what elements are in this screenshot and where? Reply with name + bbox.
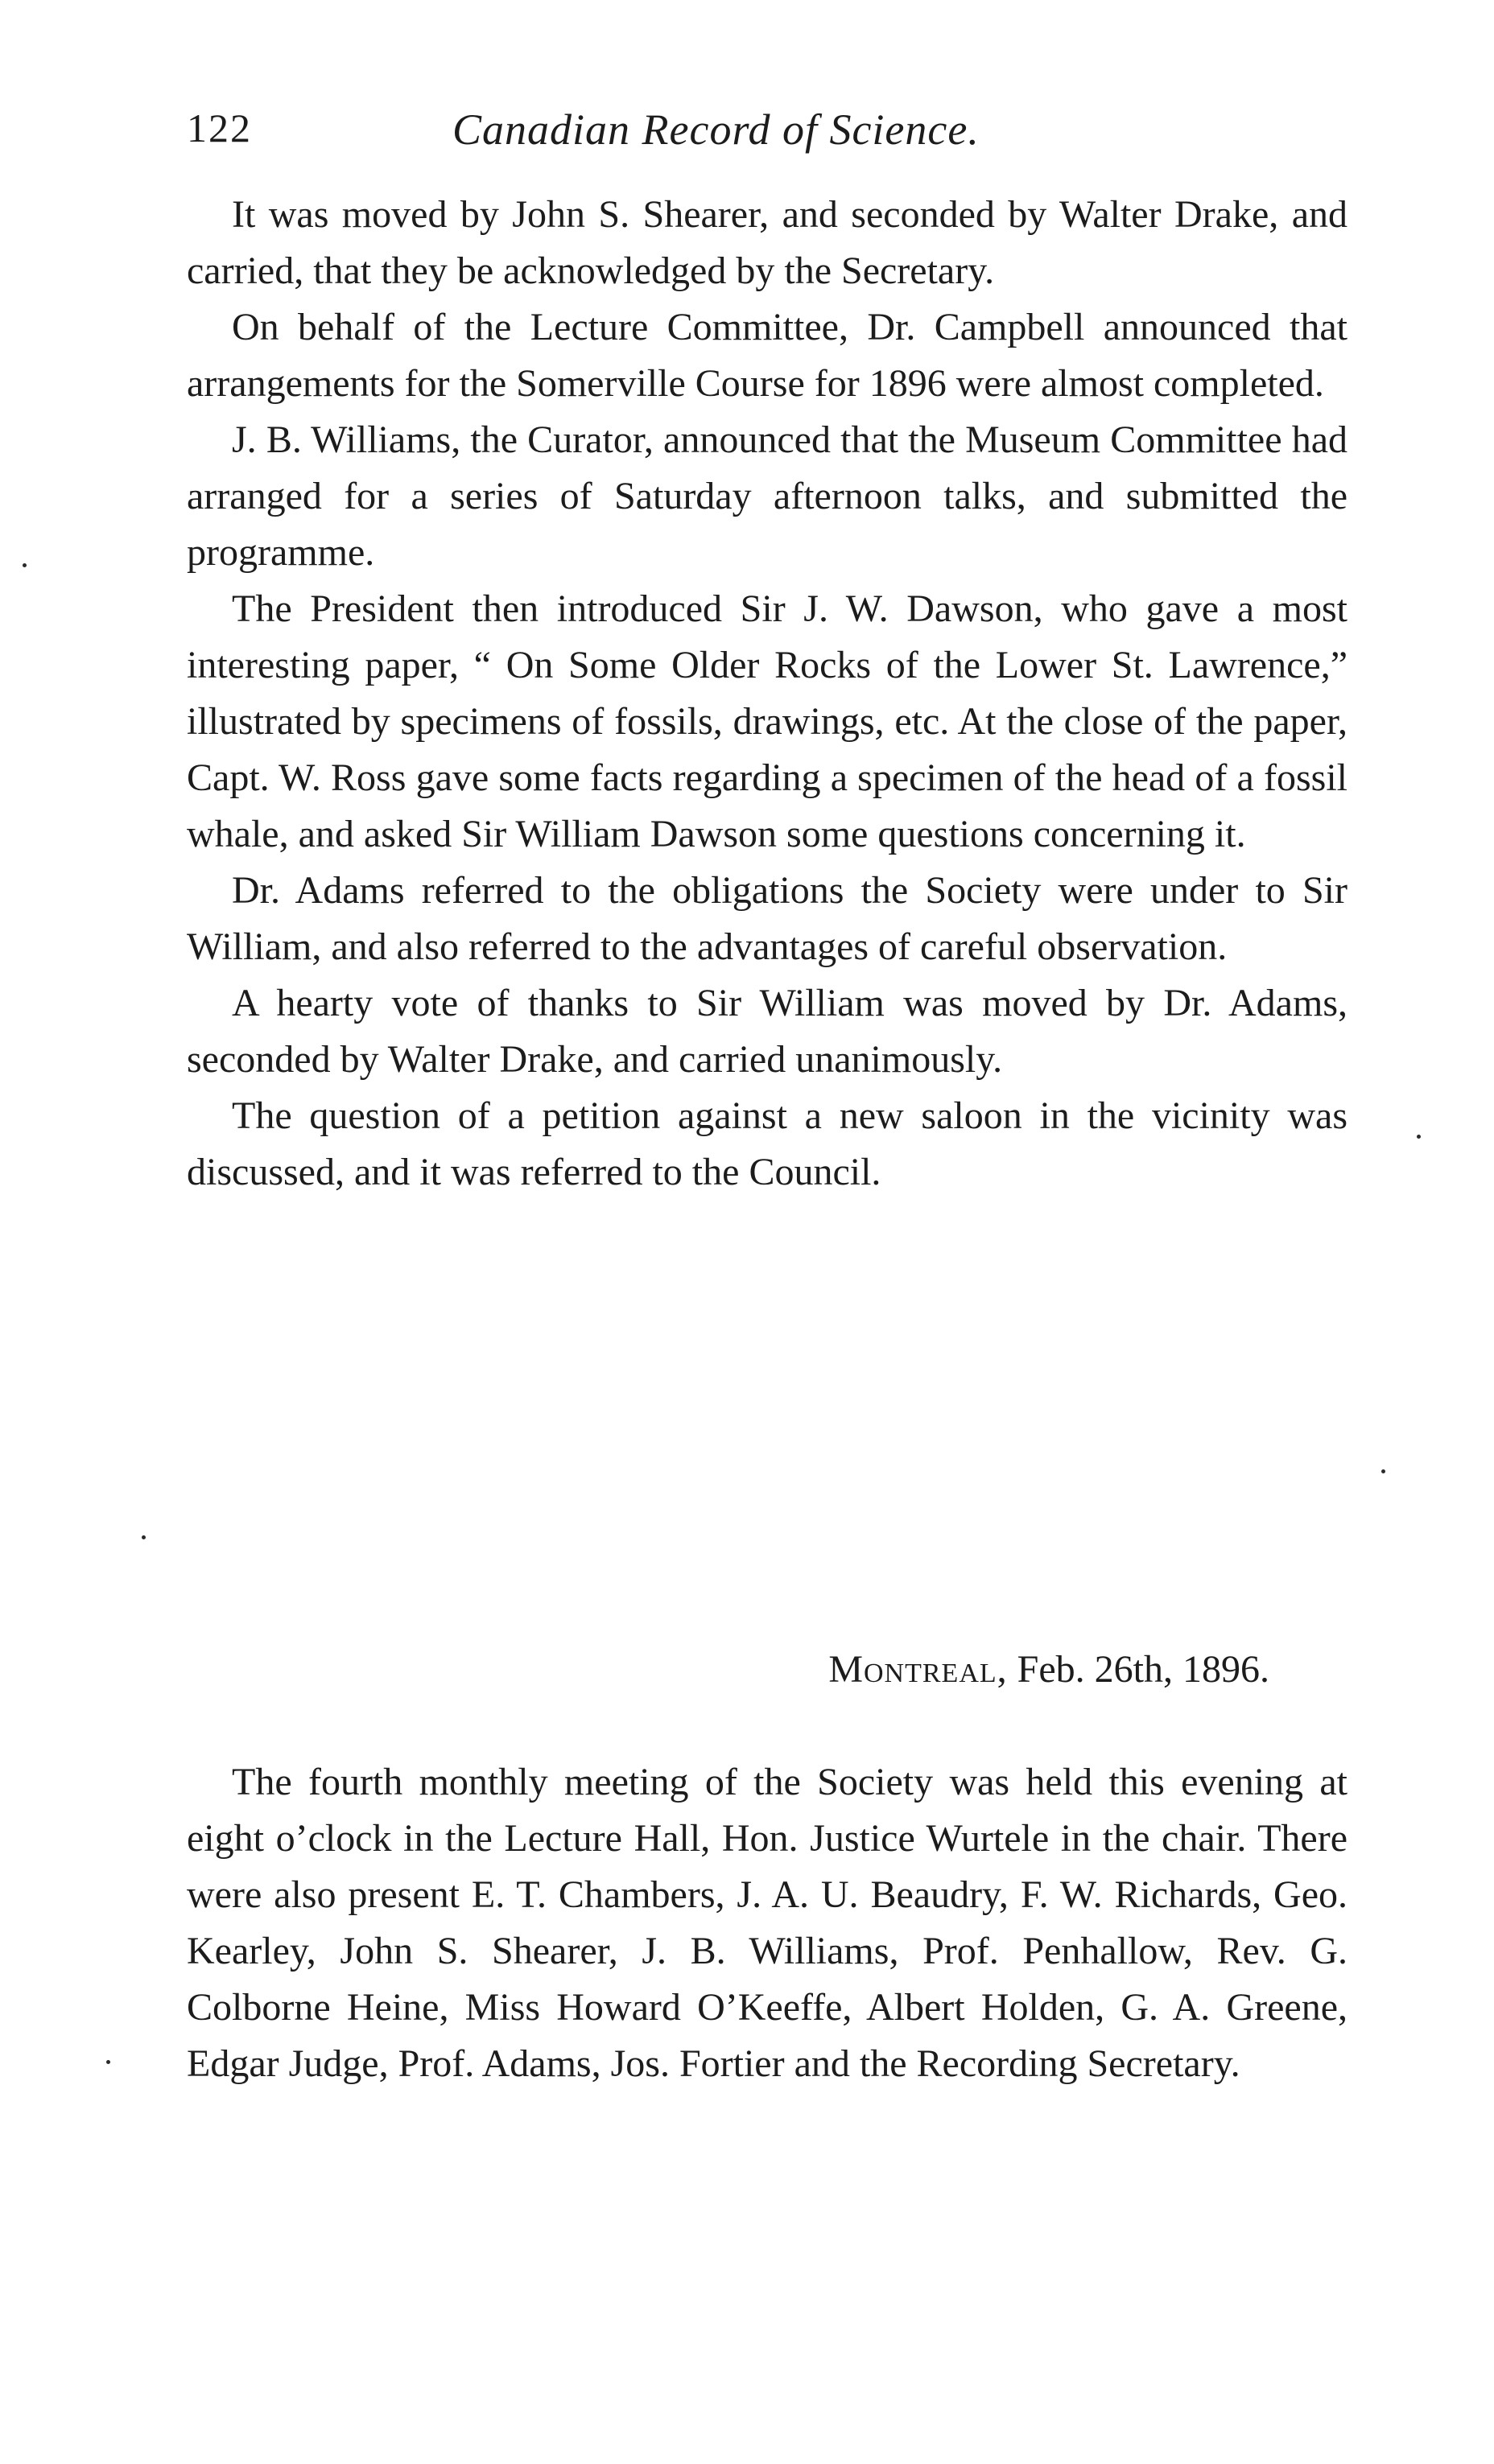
paragraph: The question of a petition against a new saloon in the vicinity was discussed, and it was referred to the Council. xyxy=(187,1094,1347,1193)
dateline-place: Montreal, xyxy=(828,1648,1008,1691)
paragraph: J. B. Williams, the Curator, announced that the Museum Committee had arranged for a series of Saturday afternoon talks, and submitted the programme. xyxy=(187,418,1347,574)
scan-speck xyxy=(106,2060,110,2064)
scan-speck xyxy=(1417,1135,1421,1139)
dateline-date: Feb. 26th, 1896. xyxy=(1017,1648,1269,1691)
paragraph: Dr. Adams referred to the obligations the Society were under to Sir William, and also referred to the advantages of careful observation. xyxy=(187,869,1347,968)
paragraph: The President then introduced Sir J. W. Dawson, who gave a most interesting paper, “ On Some Older Rocks of the Lower St. Lawrence,” illustrated by specimens of fossils, drawings, etc. At the close of the paper, Capt. W. Ross gave some facts regarding a specimen of the head of a fossil whale, and asked Sir William Dawson some questions concerning it. xyxy=(187,587,1347,855)
scan-speck xyxy=(1381,1469,1385,1473)
meeting-text xyxy=(187,1754,1347,2092)
paragraph: A hearty vote of thanks to Sir William was moved by Dr. Adams, seconded by Walter Drake, and carried unanimously. xyxy=(187,982,1347,1081)
paragraph: It was moved by John S. Shearer, and seconded by Walter Drake, and carried, that they be acknowledged by the Secretary. xyxy=(187,193,1347,292)
running-title: Canadian Record of Science. xyxy=(452,105,980,154)
scan-speck xyxy=(23,563,27,567)
page-header xyxy=(187,105,1346,177)
page-number: 122 xyxy=(187,105,252,150)
meeting-dateline xyxy=(187,1642,1269,1698)
paragraph: The fourth monthly meeting of the Society was held this evening at eight o’clock in the Lecture Hall, Hon. Justice Wurtele in the chair. There were also present E. T. Chambers, J. A. U. Beaudry, F. W. Richards, Geo. Kearley, John S. Shearer, J. B. Williams, Prof. Penhallow, Rev. G. Colborne Heine, Miss Howard O’Keeffe, Albert Holden, G. A. Greene, Edgar Judge, Prof. Adams, Jos. Fortier and the Recording Secretary. xyxy=(187,1761,1347,2085)
minutes-text xyxy=(187,187,1347,1201)
scan-speck xyxy=(142,1535,146,1539)
paragraph: On behalf of the Lecture Committee, Dr. Campbell announced that arrangements for the Somerville Course for 1896 were almost completed. xyxy=(187,306,1347,405)
